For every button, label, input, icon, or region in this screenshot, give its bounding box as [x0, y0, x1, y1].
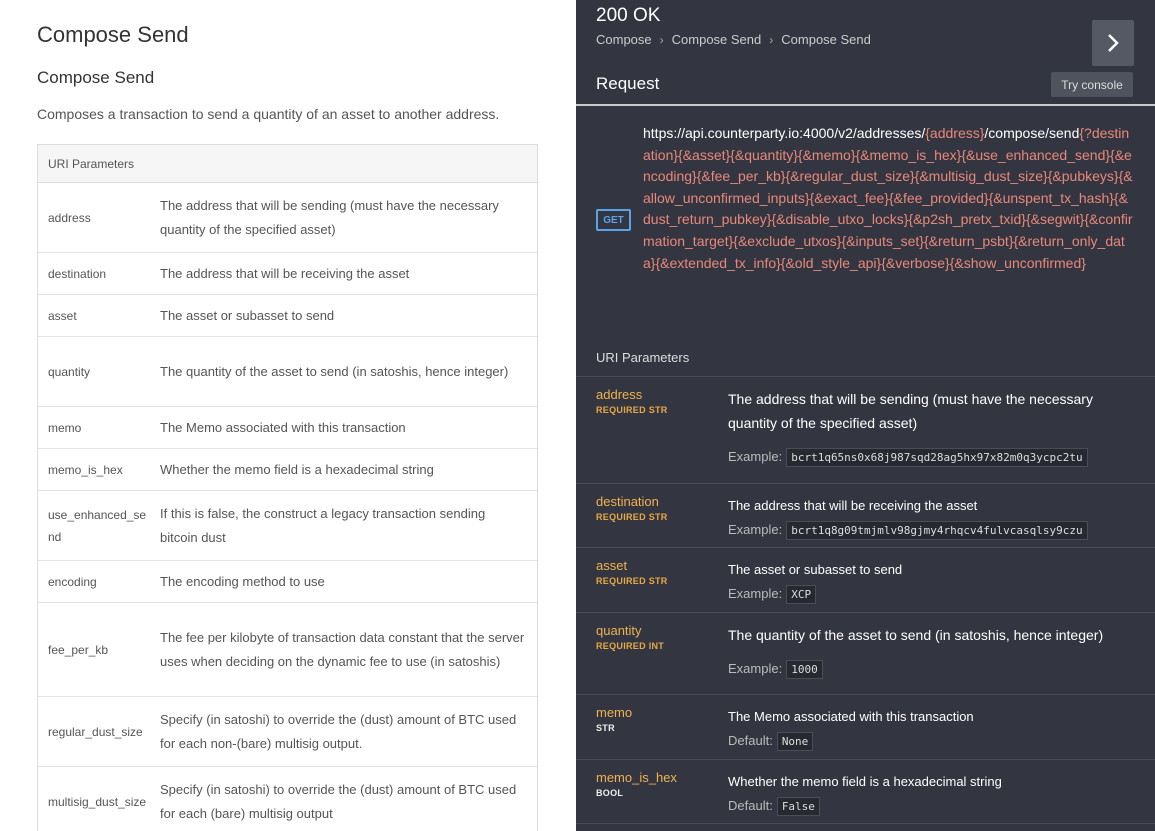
table-row — [38, 491, 537, 561]
param-name-block — [596, 623, 664, 651]
param-description: If this is false, the construct a legacy transaction sending bitcoin dust — [160, 505, 486, 545]
param-body — [728, 387, 1135, 469]
param-description: The encoding method to use — [160, 573, 325, 589]
request-title: Request — [596, 74, 660, 93]
page-title: Compose Send — [37, 22, 189, 47]
url-variable: {address} — [925, 125, 985, 141]
request-pane — [576, 0, 1155, 831]
table-row — [38, 603, 537, 697]
param-name: regular_dust_size — [48, 724, 143, 739]
param-description: The quantity of the asset to send (in satoshis, hence integer) — [160, 363, 509, 379]
section-title: Compose Send — [37, 68, 155, 87]
param-row — [576, 694, 1155, 759]
breadcrumb-item[interactable]: Compose — [596, 32, 652, 47]
param-default — [728, 794, 1135, 818]
default-value: False — [777, 797, 820, 816]
param-name-block — [596, 705, 632, 733]
param-type: REQUIRED STR — [596, 576, 668, 586]
divider — [576, 104, 1155, 106]
param-name-block — [596, 494, 668, 522]
example-label: Example: — [728, 522, 783, 537]
param-name: asset — [596, 558, 628, 573]
table-row — [38, 253, 537, 295]
table-row — [38, 561, 537, 603]
try-console-button[interactable]: Try console — [1051, 72, 1133, 97]
param-name: memo — [48, 420, 82, 435]
table-row — [38, 295, 537, 337]
uri-parameters-list — [576, 376, 1155, 831]
param-name: destination — [48, 266, 107, 281]
param-type: REQUIRED STR — [596, 512, 668, 522]
param-row — [576, 376, 1155, 483]
breadcrumb — [596, 32, 871, 47]
param-description: The address that will be receiving the asset — [160, 265, 410, 281]
param-description: The quantity of the asset to send (in satoshis, hence integer) — [728, 627, 1104, 643]
param-row — [576, 823, 1155, 831]
param-name: address — [596, 387, 643, 402]
param-description: The fee per kilobyte of transaction data constant that the server uses when deciding on the dynamic fee to use (in satoshis) — [160, 629, 525, 669]
default-label: Default: — [728, 733, 773, 748]
param-name: multisig_dust_size — [48, 794, 147, 809]
param-type: BOOL — [596, 788, 624, 798]
param-type: REQUIRED INT — [596, 641, 665, 651]
uri-parameters-table — [37, 144, 538, 831]
table-row — [38, 183, 537, 253]
chevron-right-icon: › — [659, 32, 664, 47]
param-body — [728, 494, 1135, 542]
table-row — [38, 337, 537, 407]
default-value: None — [777, 732, 814, 751]
param-description: Specify (in satoshi) to override the (dust) amount of BTC used for each (bare) multisig output — [160, 781, 517, 821]
example-label: Example: — [728, 661, 783, 676]
breadcrumb-item[interactable]: Compose Send — [671, 32, 762, 47]
param-type: REQUIRED STR — [596, 405, 668, 415]
param-row — [576, 483, 1155, 547]
param-description: Specify (in satoshi) to override the (dust) amount of BTC used for each non-(bare) multisig output. — [160, 711, 517, 751]
param-body — [728, 558, 1135, 606]
example-value: bcrt1q8g09tmjmlv98gjmy4rhqcv4fulvcasqlsy9czu — [786, 521, 1087, 540]
param-example — [728, 445, 1135, 469]
param-description: The address that will be sending (must have the necessary quantity of the specified asset) — [160, 197, 499, 237]
example-value: XCP — [786, 585, 816, 604]
response-status: 200 OK — [596, 5, 661, 26]
param-example — [728, 582, 1135, 606]
param-description: Whether the memo field is a hexadecimal string — [160, 461, 434, 477]
param-name: memo_is_hex — [596, 770, 677, 785]
param-name: encoding — [48, 574, 97, 589]
param-name-block — [596, 558, 668, 586]
param-description: Whether the memo field is a hexadecimal string — [728, 774, 1002, 789]
request-url[interactable] — [643, 123, 1135, 274]
param-description: The Memo associated with this transaction — [160, 419, 406, 435]
param-row — [576, 547, 1155, 612]
table-row — [38, 697, 537, 767]
param-description: The address that will be receiving the asset — [728, 498, 978, 513]
param-name: fee_per_kb — [48, 642, 109, 657]
next-button[interactable] — [1092, 20, 1134, 66]
param-description: The Memo associated with this transaction — [728, 709, 974, 724]
param-name-block — [596, 387, 668, 415]
param-name: memo — [596, 705, 633, 720]
table-row — [38, 767, 537, 831]
example-label: Example: — [728, 586, 783, 601]
endpoint-description: Composes a transaction to send a quantity of an asset to another address. — [37, 106, 500, 122]
param-row — [576, 612, 1155, 694]
param-description: The asset or subasset to send — [728, 562, 903, 577]
param-name: quantity — [596, 623, 642, 638]
example-value: 1000 — [786, 660, 823, 679]
param-body — [728, 770, 1135, 818]
table-row — [38, 449, 537, 491]
url-query: {?destination}{&asset}{&quantity}{&memo}{&memo_is_hex}{&use_enhanced_send}{&encoding}{&fee_per_kb}{&regular_dust_size}{&multisig_dust_size}{&pubkeys}{&allow_unconfirmed_inputs}{&exact_fee}{&fee_provided}{&unspent_tx_hash}{&dust_return_pubkey}{&disable_utxo_locks}{&p2sh_pretx_txid}{&segwit}{&confirmation_target}{&exclude_utxos}{&inputs_set}{&return_psbt}{&return_only_data}{&extended_tx_info}{&old_style_api}{&verbose}{&show_unconfirmed} — [643, 125, 1133, 271]
param-description: The address that will be sending (must have the necessary quantity of the specified asset) — [728, 391, 1093, 431]
param-example — [728, 518, 1135, 542]
chevron-right-icon — [1105, 32, 1121, 54]
table-row — [38, 407, 537, 449]
param-description: The asset or subasset to send — [160, 307, 335, 323]
param-name: destination — [596, 494, 659, 509]
param-example — [728, 657, 1135, 681]
default-label: Default: — [728, 798, 773, 813]
breadcrumb-item[interactable]: Compose Send — [781, 32, 871, 47]
example-label: Example: — [728, 449, 783, 464]
param-row — [576, 759, 1155, 823]
param-name: address — [48, 210, 91, 225]
documentation-pane — [0, 0, 576, 831]
param-name: quantity — [48, 364, 91, 379]
table-header: URI Parameters — [38, 145, 537, 183]
param-body — [728, 705, 1135, 753]
url-path: /compose/send — [984, 125, 1080, 141]
param-name: asset — [48, 308, 77, 323]
param-default — [728, 729, 1135, 753]
param-body — [728, 623, 1135, 681]
example-value: bcrt1q65ns0x68j987sqd28ag5hx97x82m0q3ycpc2tu — [786, 448, 1087, 467]
http-method-badge: GET — [596, 209, 631, 231]
param-name: memo_is_hex — [48, 462, 123, 477]
uri-parameters-title: URI Parameters — [596, 350, 690, 365]
chevron-right-icon: › — [769, 32, 774, 47]
param-name: use_enhanced_send — [48, 507, 147, 544]
param-name-block — [596, 770, 677, 798]
param-type: STR — [596, 723, 615, 733]
url-base: https://api.counterparty.io:4000/v2/addresses/ — [643, 125, 926, 141]
